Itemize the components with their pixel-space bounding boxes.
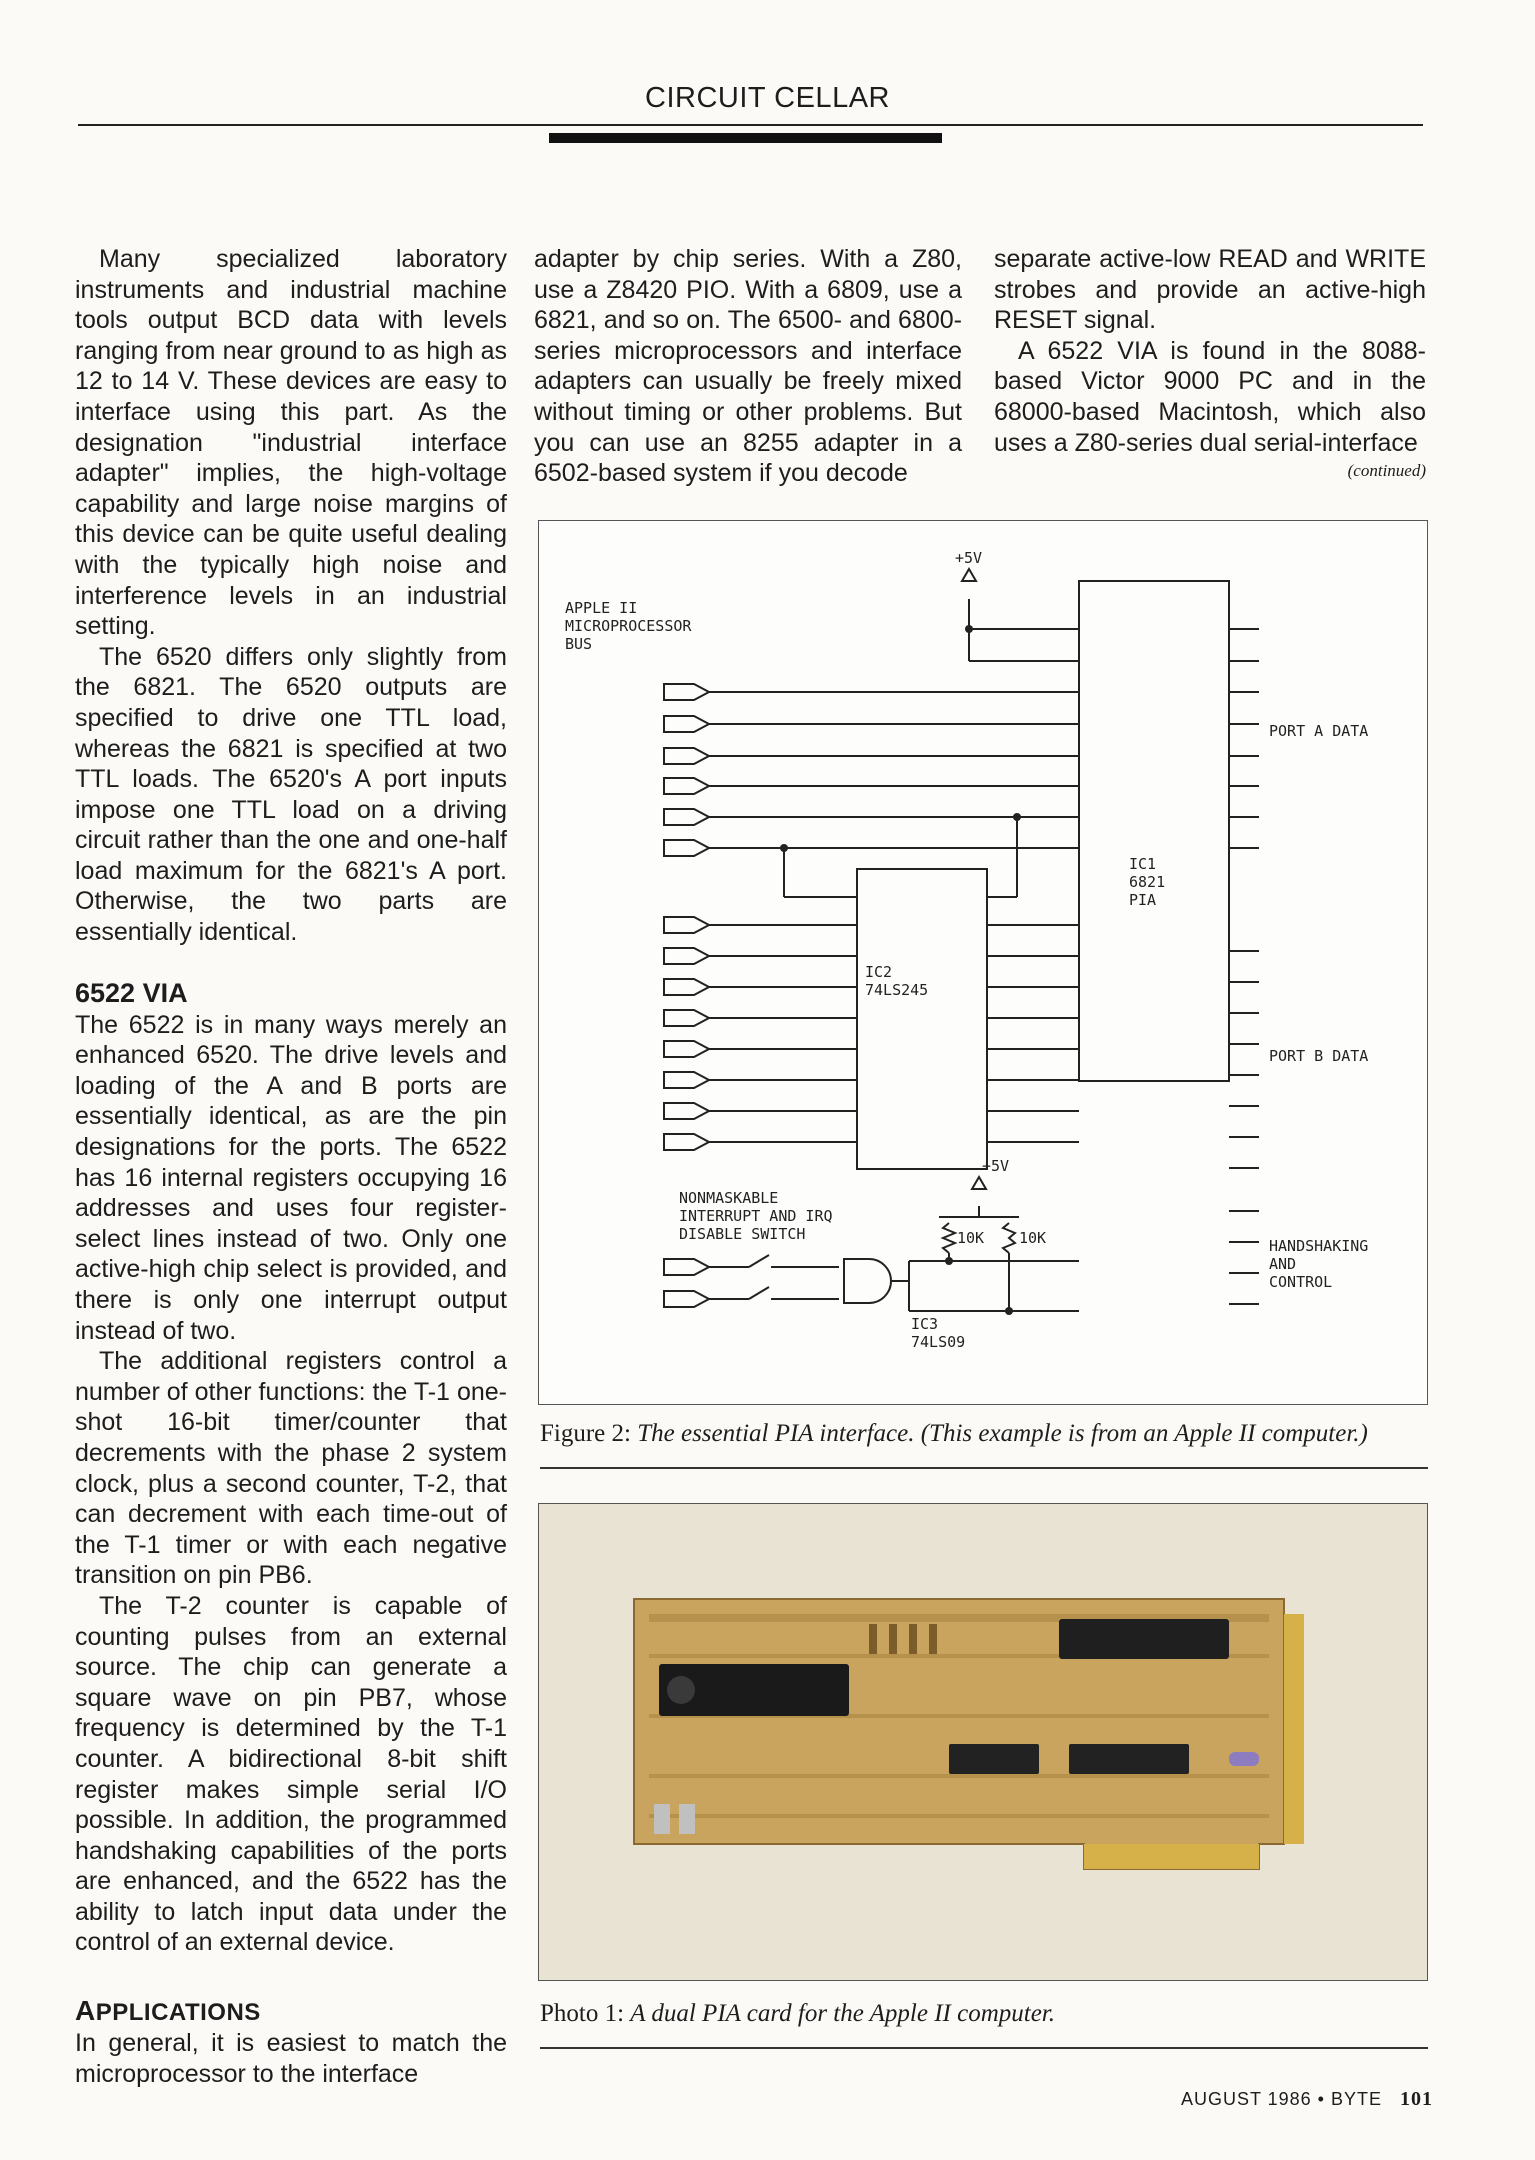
schematic-diagram xyxy=(539,521,1427,1404)
port-b-pins xyxy=(1229,951,1259,1168)
paragraph: Many specialized laboratory instruments and industrial machine tools output BCD data with levels ranging from near ground to as high as 12 to 14 V. These devices are easy to interface using this part. As the designation "industrial interface adapter" implies, the high-voltage capability and large noise margins of this device can be quite useful dealing with the typically high noise and interference levels in an industrial setting. xyxy=(75,245,507,641)
figure-caption xyxy=(540,1420,1430,1448)
ic3-part: 74LS09 xyxy=(911,1333,966,1351)
paragraph: The T-2 counter is capable of counting pulses from an external source. The chip can generate a square wave on pin PB7, whose frequency is determined by the T-1 counter. A bidirectional 8-bit shift register makes simple serial I/O possible. In addition, the programmed handshaking capabilities of the ports are enhanced, and the 6522 has the ability to latch input data under the control of an external device. xyxy=(75,1591,507,1957)
port-a-pins xyxy=(1229,629,1259,848)
paragraph: separate active-low READ and WRITE strobes and provide an active-high RESET signal. xyxy=(994,245,1426,335)
vcc-label: +5V xyxy=(955,549,983,567)
ic1-name: IC1 xyxy=(1129,855,1157,873)
ic1-type: PIA xyxy=(1129,891,1157,909)
and-gate xyxy=(844,1259,891,1303)
ic1-part: 6821 xyxy=(1129,873,1166,891)
section-heading-6522-via: 6522 VIA xyxy=(75,977,188,1008)
figure-caption-label: Figure 2: xyxy=(540,1420,638,1447)
continued-note: (continued) xyxy=(1347,461,1426,481)
paragraph: In general, it is easiest to match the microprocessor to the interface xyxy=(75,2029,507,2088)
photo-pia-card xyxy=(538,1503,1428,1981)
vcc-label-2: +5V xyxy=(982,1157,1010,1175)
resistor-label-2: 10K xyxy=(1019,1229,1047,1247)
column-2 xyxy=(534,244,962,489)
column-1 xyxy=(75,244,507,2089)
photo-caption-text: A dual PIA card for the Apple II computer. xyxy=(630,2000,1056,2027)
paragraph: The 6522 is in many ways merely an enhanced 6520. The drive levels and loading of the A and B ports are essentially identical, as are the pin designations for the ports. The 6522 has 16 internal registers occupying 16 addresses and uses four register-select lines instead of two. Only one active-high chip select is provided, and there is only one interrupt output instead of two. xyxy=(75,1010,507,1345)
ic2-name: IC2 xyxy=(865,963,893,981)
figure-caption-text: The essential PIA interface. (This example is from an Apple II computer.) xyxy=(637,1420,1368,1447)
paragraph: The 6520 differs only slightly from the 6821. The 6520 outputs are specified to drive one TTL load, whereas the 6821 is specified at two TTL loads. The 6520's A port inputs impose one TTL load on a driving circuit rather than the one and one-half load maximum for the 6821's A port. Otherwise, the two parts are essentially identical. xyxy=(75,642,507,947)
port-b-label: PORT B DATA xyxy=(1269,1047,1369,1065)
figure-schematic xyxy=(538,520,1428,1405)
bus-label-2: MICROPROCESSOR xyxy=(565,617,692,635)
page-footer xyxy=(1181,2088,1433,2111)
switch-label-2: INTERRUPT AND IRQ xyxy=(679,1207,833,1225)
section-heading-applications xyxy=(75,1996,507,2028)
switch-label-3: DISABLE SWITCH xyxy=(679,1225,806,1243)
heading-initial: A xyxy=(75,1995,96,2027)
switch-label-1: NONMASKABLE xyxy=(679,1189,779,1207)
photo-caption xyxy=(540,2000,1430,2028)
column-3 xyxy=(994,244,1426,484)
header-rule xyxy=(78,124,1423,126)
bus-label-1: APPLE II xyxy=(565,599,638,617)
resistor-label-1: 10K xyxy=(957,1229,985,1247)
bus-label-3: BUS xyxy=(565,635,593,653)
circuit-board-photo xyxy=(539,1504,1427,1980)
port-a-label: PORT A DATA xyxy=(1269,722,1369,740)
photo-caption-label: Photo 1: xyxy=(540,2000,631,2027)
handshake-label-2: AND xyxy=(1269,1255,1297,1273)
paragraph: adapter by chip series. With a Z80, use a Z8420 PIO. With a 6809, use a 6821, and so on. The 6500- and 6800-series microprocessors and interface adapters can usually be freely mixed without timing or other problems. But you can use an 8255 adapter in a 6502-based system if you decode xyxy=(534,245,962,488)
caption-rule xyxy=(540,2047,1428,2049)
ic2-part: 74LS245 xyxy=(865,981,929,999)
heading-rest: PPLICATIONS xyxy=(95,1999,261,2027)
ic3-name: IC3 xyxy=(911,1315,939,1333)
paragraph: A 6522 VIA is found in the 8088-based Victor 9000 PC and in the 68000-based Macintosh, which also uses a Z80-series dual serial-interface xyxy=(994,336,1426,457)
running-header: CIRCUIT CELLAR xyxy=(645,82,890,114)
header-bar xyxy=(549,133,942,143)
caption-rule xyxy=(540,1467,1428,1469)
handshake-label-1: HANDSHAKING xyxy=(1269,1237,1369,1255)
page-number: 101 xyxy=(1400,2088,1433,2110)
ic2-box xyxy=(857,869,987,1169)
handshake-label-3: CONTROL xyxy=(1269,1273,1333,1291)
paragraph: The additional registers control a number of other functions: the T-1 one-shot 16-bit timer/counter that decrements with the phase 2 system clock, plus a second counter, T-2, that can decrement with each time-out of the T-1 timer or with each negative transition on pin PB6. xyxy=(75,1347,507,1590)
footer-issue: AUGUST 1986 • BYTE xyxy=(1180,2089,1382,2109)
ic1-box xyxy=(1079,581,1229,1081)
data-lines xyxy=(664,917,857,1150)
